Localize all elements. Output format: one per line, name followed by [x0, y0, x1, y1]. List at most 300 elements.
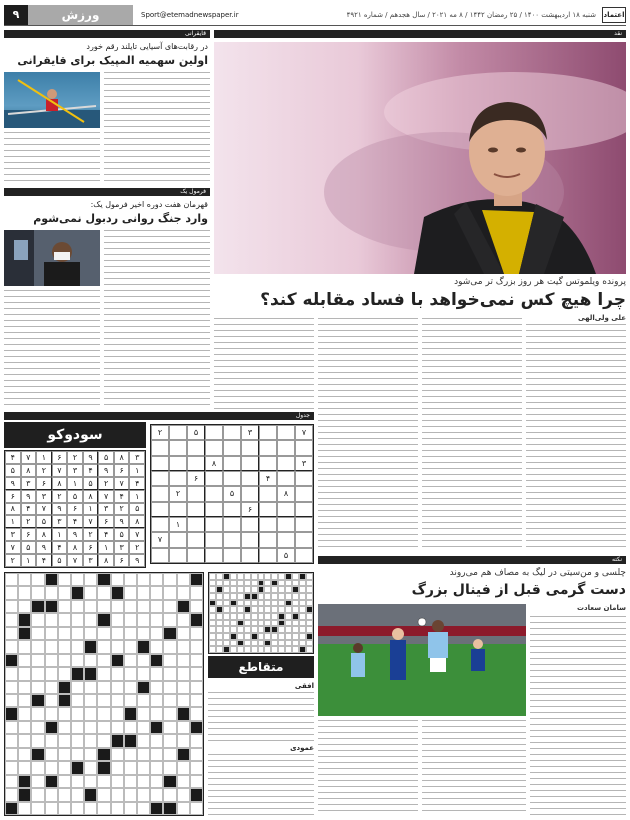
sudoku-cell[interactable]: [169, 502, 187, 517]
crossword-cell: [111, 586, 124, 599]
sudoku-cell[interactable]: [223, 502, 241, 517]
sudoku-cell[interactable]: [295, 471, 313, 486]
crossword-cell: [58, 654, 71, 667]
crossword-cell: [150, 788, 163, 801]
crossword-cell: [31, 775, 44, 788]
sudoku-solution-cell: ۱: [5, 515, 21, 528]
crossword-cell: [299, 600, 306, 607]
crossword-cell: [71, 667, 84, 680]
crossword-cell: [97, 788, 110, 801]
crossword-cell: [271, 633, 278, 640]
crossword-cell: [18, 667, 31, 680]
crossword-cell: [97, 586, 110, 599]
sudoku-cell[interactable]: [295, 440, 313, 455]
crossword-cell: [163, 748, 176, 761]
crossword-cell: [271, 600, 278, 607]
crossword-cell: [292, 613, 299, 620]
sudoku-cell[interactable]: [223, 548, 241, 563]
crossword-cell: [258, 626, 265, 633]
sudoku-cell[interactable]: ۷: [295, 425, 313, 440]
sudoku-solution-cell: ۷: [5, 541, 21, 554]
crossword-cell: [84, 627, 97, 640]
sudoku-cell[interactable]: [223, 440, 241, 455]
main-article-col-2: [422, 318, 522, 550]
crossword-cell: [150, 654, 163, 667]
sudoku-cell[interactable]: ۳: [241, 425, 259, 440]
sudoku-cell[interactable]: [151, 517, 169, 532]
crossword-cell: [71, 681, 84, 694]
sudoku-cell[interactable]: [277, 502, 295, 517]
crossword-cell: [299, 586, 306, 593]
crossword-cell: [58, 573, 71, 586]
crossword-cell: [31, 734, 44, 747]
crossword-cell: [5, 613, 18, 626]
crossword-cell: [18, 681, 31, 694]
crossword-cell: [71, 734, 84, 747]
crossword-cell: [137, 573, 150, 586]
crossword-cell: [31, 667, 44, 680]
football-article-col-1: [530, 616, 626, 816]
sudoku-cell[interactable]: [259, 548, 277, 563]
sudoku-cell[interactable]: [241, 456, 259, 471]
sudoku-cell[interactable]: [241, 517, 259, 532]
crossword-cell: [223, 573, 230, 580]
sudoku-solution-cell: ۴: [5, 451, 21, 464]
crossword-cell: [306, 600, 313, 607]
sudoku-cell[interactable]: ۵: [223, 486, 241, 501]
crossword-cell: [230, 640, 237, 647]
crossword-cell: [31, 694, 44, 707]
crossword-cell: [163, 761, 176, 774]
crossword-cell: [45, 761, 58, 774]
sudoku-cell[interactable]: [151, 548, 169, 563]
sudoku-cell[interactable]: [187, 532, 205, 547]
sudoku-cell[interactable]: [259, 502, 277, 517]
sudoku-cell[interactable]: [259, 456, 277, 471]
crossword-cell: [150, 613, 163, 626]
sudoku-cell[interactable]: [187, 440, 205, 455]
crossword-cell: [271, 640, 278, 647]
sudoku-cell[interactable]: [277, 532, 295, 547]
crossword-cell: [111, 667, 124, 680]
sudoku-cell[interactable]: [223, 517, 241, 532]
crossword-cell: [271, 586, 278, 593]
crossword-cell: [244, 626, 251, 633]
crossword-cell: [124, 613, 137, 626]
main-headline: چرا هیچ کس نمی‌خواهد با فساد مقابله کند؟: [260, 290, 626, 310]
crossword-cell: [216, 646, 223, 653]
crossword-title: متقاطع: [208, 656, 314, 678]
crossword-cell: [150, 721, 163, 734]
crossword-cell: [163, 775, 176, 788]
sudoku-cell[interactable]: [223, 471, 241, 486]
crossword-cell: [299, 573, 306, 580]
crossword-cell: [258, 613, 265, 620]
sudoku-cell[interactable]: [223, 456, 241, 471]
sudoku-cell[interactable]: [169, 548, 187, 563]
sudoku-cell[interactable]: [259, 440, 277, 455]
crossword-cell: [271, 613, 278, 620]
crossword-cell: [31, 586, 44, 599]
crossword-cell: [124, 734, 137, 747]
crossword-cell: [190, 654, 203, 667]
sudoku-solution-cell: ۳: [98, 503, 114, 516]
crossword-cell: [71, 761, 84, 774]
crossword-cell: [137, 802, 150, 815]
wilmots-photo: [214, 42, 626, 274]
crossword-cell: [97, 627, 110, 640]
sudoku-cell[interactable]: ۶: [187, 471, 205, 486]
sudoku-cell[interactable]: [295, 517, 313, 532]
crossword-cell: [163, 627, 176, 640]
crossword-cell: [45, 707, 58, 720]
sudoku-cell[interactable]: ۲: [151, 425, 169, 440]
crossword-cell: [97, 802, 110, 815]
issue-info: شنبه ۱۸ اردیبهشت ۱۴۰۰ / ۲۵ رمضان ۱۴۴۲ / ۸ مه ۲۰۲۱ / سال هجدهم / شماره ۴۹۲۱: [346, 10, 596, 19]
sudoku-cell[interactable]: ۲: [169, 486, 187, 501]
crossword-cell: [190, 694, 203, 707]
sudoku-cell[interactable]: ۱: [169, 517, 187, 532]
crossword-cell: [258, 580, 265, 587]
sudoku-solution-cell: ۵: [67, 490, 83, 503]
crossword-cell: [177, 640, 190, 653]
crossword-cell: [97, 613, 110, 626]
crossword-cell: [5, 761, 18, 774]
sudoku-cell[interactable]: [151, 502, 169, 517]
crossword-cell: [58, 802, 71, 815]
crossword-cell: [251, 593, 258, 600]
sudoku-cell[interactable]: [241, 532, 259, 547]
sudoku-solution-cell: ۵: [36, 515, 52, 528]
sudoku-solution-cell: ۳: [36, 490, 52, 503]
sudoku-cell[interactable]: [169, 425, 187, 440]
sudoku-cell[interactable]: [259, 517, 277, 532]
crossword-cell: [163, 586, 176, 599]
crossword-cell: [190, 667, 203, 680]
crossword-cell: [271, 646, 278, 653]
crossword-cell: [230, 573, 237, 580]
sudoku-cell[interactable]: [169, 532, 187, 547]
crossword-cell: [150, 573, 163, 586]
crossword-cell: [5, 667, 18, 680]
sudoku-cell[interactable]: [187, 548, 205, 563]
sudoku-cell[interactable]: [241, 440, 259, 455]
crossword-cell: [258, 600, 265, 607]
crossword-cell: [31, 573, 44, 586]
crossword-cell: [177, 707, 190, 720]
article-text-formula-2: [4, 290, 100, 406]
sudoku-cell[interactable]: [295, 502, 313, 517]
crossword-cell: [163, 802, 176, 815]
sudoku-cell[interactable]: [241, 471, 259, 486]
crossword-cell: [237, 640, 244, 647]
crossword-cell: [299, 620, 306, 627]
crossword-cell: [223, 620, 230, 627]
sudoku-cell[interactable]: [295, 532, 313, 547]
crossword-cell: [237, 586, 244, 593]
crossword-cell: [71, 707, 84, 720]
crossword-cell: [216, 573, 223, 580]
crossword-cell: [264, 580, 271, 587]
sudoku-solution-cell: ۵: [52, 554, 68, 567]
sudoku-cell[interactable]: [295, 486, 313, 501]
sudoku-cell[interactable]: ۶: [241, 502, 259, 517]
sudoku-cell[interactable]: [277, 440, 295, 455]
section-strip-puzzles: جدول: [4, 412, 314, 420]
sudoku-cell[interactable]: [151, 471, 169, 486]
crossword-cell: [292, 586, 299, 593]
main-article-col-3: [318, 318, 418, 550]
crossword-cell: [209, 573, 216, 580]
sudoku-solution-cell: ۸: [67, 541, 83, 554]
crossword-cell: [97, 734, 110, 747]
crossword-cell: [45, 667, 58, 680]
crossword-cell: [251, 646, 258, 653]
crossword-cell: [18, 707, 31, 720]
sudoku-cell[interactable]: [259, 425, 277, 440]
sudoku-cell[interactable]: [295, 548, 313, 563]
sudoku-cell[interactable]: [169, 456, 187, 471]
crossword-cell: [45, 734, 58, 747]
sudoku-cell[interactable]: ۵: [277, 548, 295, 563]
crossword-cell: [150, 761, 163, 774]
sudoku-cell[interactable]: [151, 440, 169, 455]
crossword-cell: [18, 721, 31, 734]
crossword-cell: [264, 626, 271, 633]
crossword-cell: [111, 654, 124, 667]
crossword-cell: [278, 586, 285, 593]
football-kicker: چلسی و من‌سیتی در لیگ به مصاف هم می‌روند: [449, 568, 626, 578]
crossword-cell: [230, 593, 237, 600]
crossword-cell: [264, 593, 271, 600]
crossword-cell: [264, 613, 271, 620]
crossword-cell: [45, 775, 58, 788]
crossword-cell: [278, 600, 285, 607]
sudoku-cell[interactable]: [205, 425, 223, 440]
sudoku-cell[interactable]: [241, 548, 259, 563]
crossword-cell: [264, 620, 271, 627]
crossword-cell: [216, 593, 223, 600]
crossword-cell: [163, 667, 176, 680]
crossword-cell: [71, 613, 84, 626]
sudoku-solution-cell: ۷: [114, 477, 130, 490]
crossword-cell: [45, 721, 58, 734]
crossword-cell: [292, 640, 299, 647]
crossword-cell: [306, 620, 313, 627]
crossword-cell: [58, 694, 71, 707]
sudoku-cell[interactable]: [205, 532, 223, 547]
crossword-cell: [111, 788, 124, 801]
crossword-cell: [190, 627, 203, 640]
sudoku-solution-cell: ۶: [98, 515, 114, 528]
sudoku-cell[interactable]: [205, 517, 223, 532]
sudoku-cell[interactable]: [277, 471, 295, 486]
crossword-cell: [237, 606, 244, 613]
crossword-cell: [5, 707, 18, 720]
sudoku-title: سودوکو: [4, 422, 146, 448]
sudoku-cell[interactable]: [187, 502, 205, 517]
crossword-cell: [163, 734, 176, 747]
sudoku-cell[interactable]: [205, 548, 223, 563]
sudoku-solution-cell: ۲: [36, 464, 52, 477]
crossword-cell: [5, 586, 18, 599]
crossword-cell: [278, 633, 285, 640]
crossword-cell: [124, 586, 137, 599]
rowing-photo: [4, 72, 100, 128]
sudoku-cell[interactable]: ۷: [151, 532, 169, 547]
email-link[interactable]: Sport@etemadnewspaper.ir: [141, 10, 239, 19]
crossword-cell: [58, 600, 71, 613]
crossword-cell: [177, 600, 190, 613]
sudoku-solution-cell: ۹: [21, 490, 37, 503]
sudoku-puzzle-grid[interactable]: [150, 424, 314, 564]
crossword-cell: [230, 580, 237, 587]
crossword-cell: [124, 707, 137, 720]
crossword-cell: [216, 620, 223, 627]
crossword-cell: [251, 606, 258, 613]
crossword-cell: [124, 667, 137, 680]
crossword-cell: [251, 580, 258, 587]
crossword-cell: [209, 606, 216, 613]
crossword-cell: [177, 667, 190, 680]
crossword-cell: [230, 586, 237, 593]
sudoku-cell[interactable]: ۳: [295, 456, 313, 471]
sudoku-cell[interactable]: ۵: [187, 425, 205, 440]
crossword-cell: [163, 613, 176, 626]
sudoku-cell[interactable]: [259, 532, 277, 547]
crossword-cell: [5, 573, 18, 586]
crossword-cell: [237, 593, 244, 600]
crossword-cell: [237, 600, 244, 607]
crossword-cell: [31, 640, 44, 653]
crossword-cell: [31, 613, 44, 626]
sudoku-cell[interactable]: [223, 532, 241, 547]
crossword-cell: [223, 646, 230, 653]
crossword-cell: [177, 613, 190, 626]
sudoku-solution-cell: ۸: [5, 503, 21, 516]
crossword-cell: [18, 640, 31, 653]
crossword-cell: [58, 667, 71, 680]
crossword-cell: [97, 600, 110, 613]
crossword-cell: [306, 646, 313, 653]
sudoku-cell[interactable]: ۸: [205, 456, 223, 471]
crossword-cell: [230, 646, 237, 653]
sudoku-cell[interactable]: [205, 471, 223, 486]
sudoku-solution-cell: ۳: [5, 528, 21, 541]
sudoku-cell[interactable]: [205, 486, 223, 501]
crossword-cell: [258, 640, 265, 647]
crossword-cell: [251, 626, 258, 633]
crossword-cell: [244, 613, 251, 620]
crossword-cell: [71, 694, 84, 707]
crossword-cell: [251, 613, 258, 620]
sudoku-cell[interactable]: ۸: [277, 486, 295, 501]
crossword-cell: [190, 761, 203, 774]
sudoku-cell[interactable]: [241, 486, 259, 501]
sudoku-cell[interactable]: [151, 486, 169, 501]
crossword-cell: [190, 775, 203, 788]
crossword-cell: [258, 606, 265, 613]
crossword-cell: [5, 775, 18, 788]
sudoku-cell[interactable]: [187, 456, 205, 471]
crossword-cell: [150, 681, 163, 694]
sudoku-solution-cell: ۱: [36, 451, 52, 464]
crossword-cell: [45, 802, 58, 815]
sudoku-solution-cell: ۸: [21, 464, 37, 477]
sudoku-cell[interactable]: [169, 440, 187, 455]
crossword-cell: [230, 633, 237, 640]
sudoku-solution-cell: ۱: [98, 541, 114, 554]
crossword-cell: [216, 613, 223, 620]
sudoku-cell[interactable]: [277, 456, 295, 471]
sudoku-cell[interactable]: [187, 486, 205, 501]
crossword-cell: [292, 646, 299, 653]
crossword-cell: [292, 593, 299, 600]
crossword-cell: [285, 573, 292, 580]
sudoku-cell[interactable]: [151, 456, 169, 471]
crossword-cell: [223, 633, 230, 640]
crossword-cell: [251, 573, 258, 580]
crossword-cell: [209, 640, 216, 647]
sudoku-solution-cell: ۴: [67, 515, 83, 528]
crossword-cell: [271, 580, 278, 587]
crossword-cell: [124, 681, 137, 694]
crossword-cell: [177, 627, 190, 640]
sudoku-solution-cell: ۹: [67, 528, 83, 541]
crossword-cell: [71, 654, 84, 667]
crossword-cell: [111, 734, 124, 747]
sudoku-solution-cell: ۶: [5, 490, 21, 503]
crossword-cell: [137, 761, 150, 774]
crossword-cell: [177, 788, 190, 801]
sudoku-cell[interactable]: [223, 425, 241, 440]
sudoku-solution-cell: ۲: [21, 515, 37, 528]
sudoku-cell[interactable]: [277, 517, 295, 532]
sudoku-cell[interactable]: [187, 517, 205, 532]
crossword-cell: [150, 802, 163, 815]
crossword-cell: [124, 627, 137, 640]
football-headline: دست گرمی قبل از فینال بزرگ: [411, 582, 626, 598]
kicker-formula: قهرمان هفت دوره اخیر فرمول یک:: [90, 200, 208, 209]
crossword-cell: [124, 721, 137, 734]
sudoku-cell[interactable]: [205, 502, 223, 517]
crossword-cell: [264, 606, 271, 613]
crossword-cell: [97, 721, 110, 734]
crossword-cell: [264, 586, 271, 593]
sudoku-cell[interactable]: [259, 486, 277, 501]
crossword-cell: [177, 654, 190, 667]
sudoku-solution-cell: ۸: [114, 451, 130, 464]
sudoku-cell[interactable]: [169, 471, 187, 486]
section-title: ورزش: [28, 5, 133, 25]
crossword-cell: [150, 600, 163, 613]
crossword-cell: [292, 580, 299, 587]
sudoku-cell[interactable]: ۴: [259, 471, 277, 486]
sudoku-solution-cell: ۹: [129, 554, 145, 567]
sudoku-cell[interactable]: [277, 425, 295, 440]
main-author: علی ولی‌الهی: [578, 314, 626, 322]
crossword-cell: [292, 620, 299, 627]
crossword-cell: [58, 775, 71, 788]
crossword-cell: [84, 613, 97, 626]
crossword-cell: [163, 721, 176, 734]
sudoku-cell[interactable]: [205, 440, 223, 455]
sudoku-solution-cell: ۲: [98, 477, 114, 490]
sudoku-solution-cell: ۳: [52, 515, 68, 528]
crossword-cell: [18, 613, 31, 626]
crossword-cell: [137, 694, 150, 707]
crossword-cell: [111, 707, 124, 720]
